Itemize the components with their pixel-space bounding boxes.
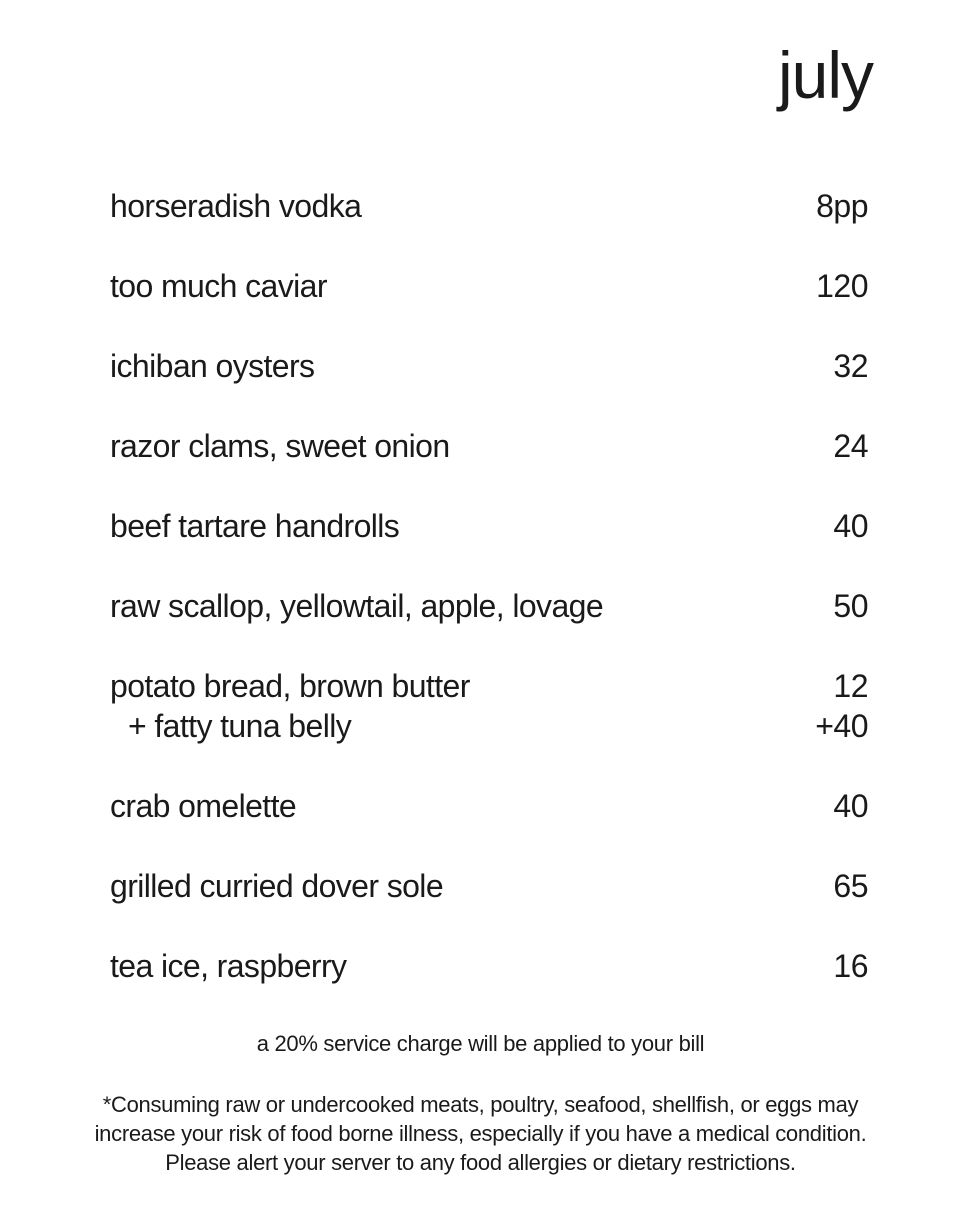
menu-item-price: 24 bbox=[833, 428, 868, 464]
menu-item-price: 32 bbox=[833, 348, 868, 384]
menu-item bbox=[110, 786, 868, 826]
menu-title: july bbox=[777, 38, 873, 112]
menu-item-price: 65 bbox=[833, 868, 868, 904]
menu-list bbox=[110, 186, 868, 1026]
food-safety-warning: *Consuming raw or undercooked meats, poultry, seafood, shellfish, or eggs may increase your risk of food borne illness, especially if you have a medical condition. Please alert your server to any food allergies or dietary restrictions. bbox=[94, 1092, 867, 1175]
menu-item-name: ichiban oysters bbox=[110, 348, 315, 384]
menu-item-price: 16 bbox=[833, 948, 868, 984]
menu-item-name: potato bread, brown butter bbox=[110, 668, 470, 704]
menu-item bbox=[110, 866, 868, 906]
menu-addon-name: + fatty tuna belly bbox=[128, 708, 352, 744]
menu-item-price: 40 bbox=[833, 788, 868, 824]
menu-item-name: razor clams, sweet onion bbox=[110, 428, 450, 464]
menu-item-name: crab omelette bbox=[110, 788, 297, 824]
menu-item-name: beef tartare handrolls bbox=[110, 508, 400, 544]
menu-item-price: 12 bbox=[833, 668, 868, 704]
menu-item-price: 50 bbox=[833, 588, 868, 624]
menu-item bbox=[110, 666, 868, 746]
menu-item-price: 40 bbox=[833, 508, 868, 544]
menu-item-name: grilled curried dover sole bbox=[110, 868, 444, 904]
menu-item-price-group bbox=[815, 666, 868, 746]
menu-item bbox=[110, 426, 868, 466]
menu-item-price: 120 bbox=[816, 268, 868, 304]
service-charge-note: a 20% service charge will be applied to your bill bbox=[256, 1031, 705, 1056]
menu-item-name: too much caviar bbox=[110, 268, 327, 304]
menu-item bbox=[110, 946, 868, 986]
menu-item-name: horseradish vodka bbox=[110, 188, 362, 224]
menu-item bbox=[110, 586, 868, 626]
menu-item bbox=[110, 266, 868, 306]
menu-item bbox=[110, 186, 868, 226]
menu-item-price: 8pp bbox=[816, 188, 868, 224]
menu-item-name: raw scallop, yellowtail, apple, lovage bbox=[110, 588, 604, 624]
menu-item bbox=[110, 346, 868, 386]
menu-item-name: tea ice, raspberry bbox=[110, 948, 347, 984]
menu-addon-price: +40 bbox=[815, 708, 868, 744]
menu-item bbox=[110, 506, 868, 546]
menu-item-name-group bbox=[110, 666, 470, 746]
